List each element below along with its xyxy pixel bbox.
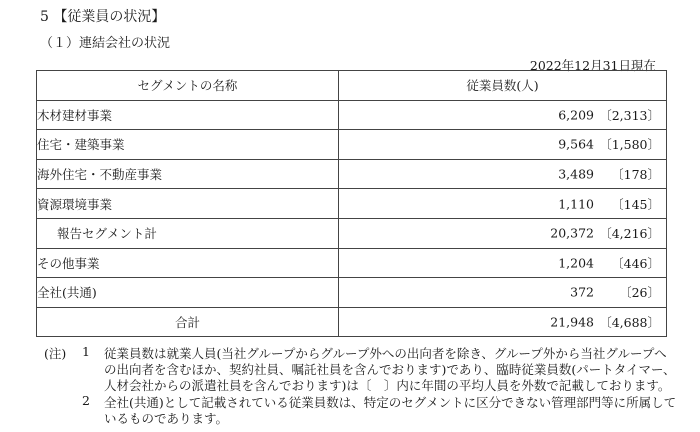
employee-count: 372 <box>570 284 594 300</box>
employee-count: 1,204 <box>558 255 594 271</box>
employee-table <box>36 70 667 337</box>
segment-name: 海外住宅・不動産事業 <box>37 159 339 189</box>
segment-name: 報告セグメント計 <box>37 218 339 248</box>
segment-name: その他事業 <box>37 248 339 278</box>
note-text-line: の出向者を含むほか、契約社員、嘱託社員を含んでおります)であり、臨時従業員数(パートタイマー、 <box>104 362 676 377</box>
subsection-title: （１）連結会社の状況 <box>40 36 171 51</box>
temporary-count: 〔4,688〕 <box>599 315 660 331</box>
employee-cell <box>339 218 667 248</box>
table-row <box>37 189 667 219</box>
employee-count: 21,948 <box>550 314 594 330</box>
table-row <box>37 159 667 189</box>
section-title: 5 【従業員の状況】 <box>40 9 166 25</box>
employee-cell <box>339 159 667 189</box>
employee-count: 3,489 <box>558 166 594 182</box>
employee-cell <box>339 278 667 308</box>
temporary-count: 〔446〕 <box>611 255 660 271</box>
segment-name: 全社(共通) <box>37 278 339 308</box>
segment-name: 住宅・建築事業 <box>37 130 339 160</box>
note-text-line: 人材会社からの派遣社員を含んでおります)は〔 〕内に年間の平均人員を外数で記載しております。 <box>104 378 671 393</box>
employee-count: 1,110 <box>558 196 594 212</box>
employees-header: 従業員数(人) <box>339 71 667 101</box>
temporary-count: 〔26〕 <box>619 285 660 301</box>
temporary-count: 〔2,313〕 <box>599 107 660 123</box>
table-header-row <box>37 71 667 101</box>
employee-cell <box>339 189 667 219</box>
segment-name: 合計 <box>37 307 339 337</box>
employee-cell <box>339 130 667 160</box>
employee-cell <box>339 248 667 278</box>
table-row <box>37 248 667 278</box>
note-number: 2 <box>82 393 90 408</box>
table-row <box>37 100 667 130</box>
table-row-subtotal <box>37 218 667 248</box>
as-of-date: 2022年12月31日現在 <box>529 58 656 73</box>
employee-count: 6,209 <box>558 107 594 123</box>
temporary-count: 〔4,216〕 <box>599 226 660 242</box>
segment-name: 資源環境事業 <box>37 189 339 219</box>
temporary-count: 〔178〕 <box>611 167 660 183</box>
temporary-count: 〔1,580〕 <box>599 137 660 153</box>
note-text-line: 従業員数は就業人員(当社グループからグループ外への出向者を除き、グループ外から当社グループへ <box>104 346 667 361</box>
segment-name: 木材建材事業 <box>37 100 339 130</box>
table-row <box>37 278 667 308</box>
segment-header: セグメントの名称 <box>37 71 339 101</box>
table-row-total <box>37 307 667 337</box>
employee-count: 20,372 <box>550 225 594 241</box>
note-text-line: いるものであります。 <box>104 411 229 426</box>
notes-label: (注) <box>44 346 67 361</box>
note-number: 1 <box>82 344 90 359</box>
temporary-count: 〔145〕 <box>611 196 660 212</box>
employee-cell <box>339 100 667 130</box>
employee-count: 9,564 <box>558 136 594 152</box>
note-text-line: 全社(共通)として記載されている従業員数は、特定のセグメントに区分できない管理部門等に所属して <box>104 395 677 410</box>
table-row <box>37 130 667 160</box>
employee-cell <box>339 307 667 337</box>
